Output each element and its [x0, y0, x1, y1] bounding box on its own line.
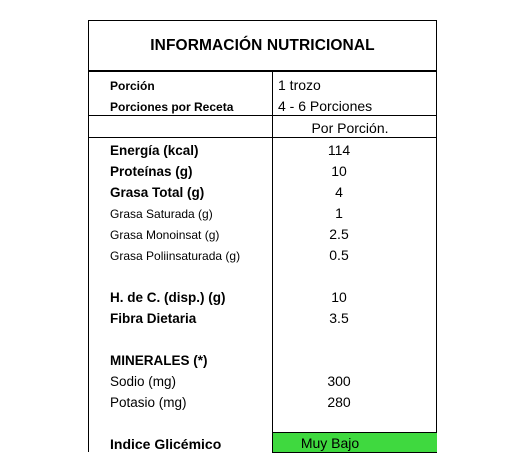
spacer-label	[89, 411, 272, 432]
spacer-label	[89, 327, 272, 348]
monounsaturated-fat-label: Grasa Monoinsat (g)	[110, 228, 220, 242]
spacer-value	[272, 264, 437, 285]
table-title: INFORMACIÓN NUTRICIONAL	[89, 21, 436, 72]
row-carbohydrates	[89, 285, 436, 306]
dietary-fiber-label: Fibra Dietaria	[110, 311, 197, 326]
glycemic-index-value: Muy Bajo	[272, 432, 437, 453]
saturated-fat-label: Grasa Saturada (g)	[110, 207, 213, 221]
sodium-value: 300	[272, 369, 437, 390]
row-minerals-heading	[89, 348, 436, 369]
portions-per-recipe-value: 4 - 6 Porciones	[272, 94, 437, 115]
carbohydrates-value: 10	[272, 285, 437, 306]
protein-label: Proteínas (g)	[110, 164, 193, 179]
glycemic-index-label: Indice Glicémico	[110, 436, 222, 452]
row-portion	[89, 72, 436, 94]
row-monounsaturated-fat	[89, 222, 436, 243]
row-spacer	[89, 327, 436, 348]
spacer-label	[89, 264, 272, 285]
row-protein	[89, 159, 436, 180]
energy-value: 114	[272, 138, 437, 159]
polyunsaturated-fat-value: 0.5	[272, 243, 437, 264]
row-sodium	[89, 369, 436, 390]
nutrition-table	[88, 20, 437, 452]
per-portion-header: Por Porción.	[272, 116, 437, 137]
dietary-fiber-value: 3.5	[272, 306, 437, 327]
row-spacer	[89, 411, 436, 432]
table-body	[89, 72, 436, 453]
monounsaturated-fat-value: 2.5	[272, 222, 437, 243]
row-total-fat	[89, 180, 436, 201]
potassium-label: Potasio (mg)	[110, 395, 187, 410]
total-fat-label: Grasa Total (g)	[110, 185, 205, 200]
spacer-value	[272, 411, 437, 432]
polyunsaturated-fat-label: Grasa Poliinsaturada (g)	[110, 249, 241, 263]
minerals-heading: MINERALES (*)	[110, 353, 208, 368]
total-fat-value: 4	[272, 180, 437, 201]
row-saturated-fat	[89, 201, 436, 222]
row-glycemic-index	[89, 432, 436, 453]
row-per-portion-header	[89, 116, 436, 138]
portions-per-recipe-label: Porciones por Receta	[110, 100, 234, 114]
carbohydrates-label: H. de C. (disp.) (g)	[110, 290, 226, 305]
saturated-fat-value: 1	[272, 201, 437, 222]
spacer-value	[272, 327, 437, 348]
minerals-heading-value	[272, 348, 437, 369]
row-portions-per-recipe	[89, 94, 436, 116]
row-dietary-fiber	[89, 306, 436, 327]
row-energy	[89, 138, 436, 159]
energy-label: Energía (kcal)	[110, 143, 199, 158]
row-polyunsaturated-fat	[89, 243, 436, 264]
per-portion-label	[89, 116, 272, 137]
sodium-label: Sodio (mg)	[110, 374, 177, 389]
potassium-value: 280	[272, 390, 437, 411]
portion-label: Porción	[110, 79, 155, 93]
portion-value: 1 trozo	[272, 72, 437, 94]
row-spacer	[89, 264, 436, 285]
row-potassium	[89, 390, 436, 411]
protein-value: 10	[272, 159, 437, 180]
